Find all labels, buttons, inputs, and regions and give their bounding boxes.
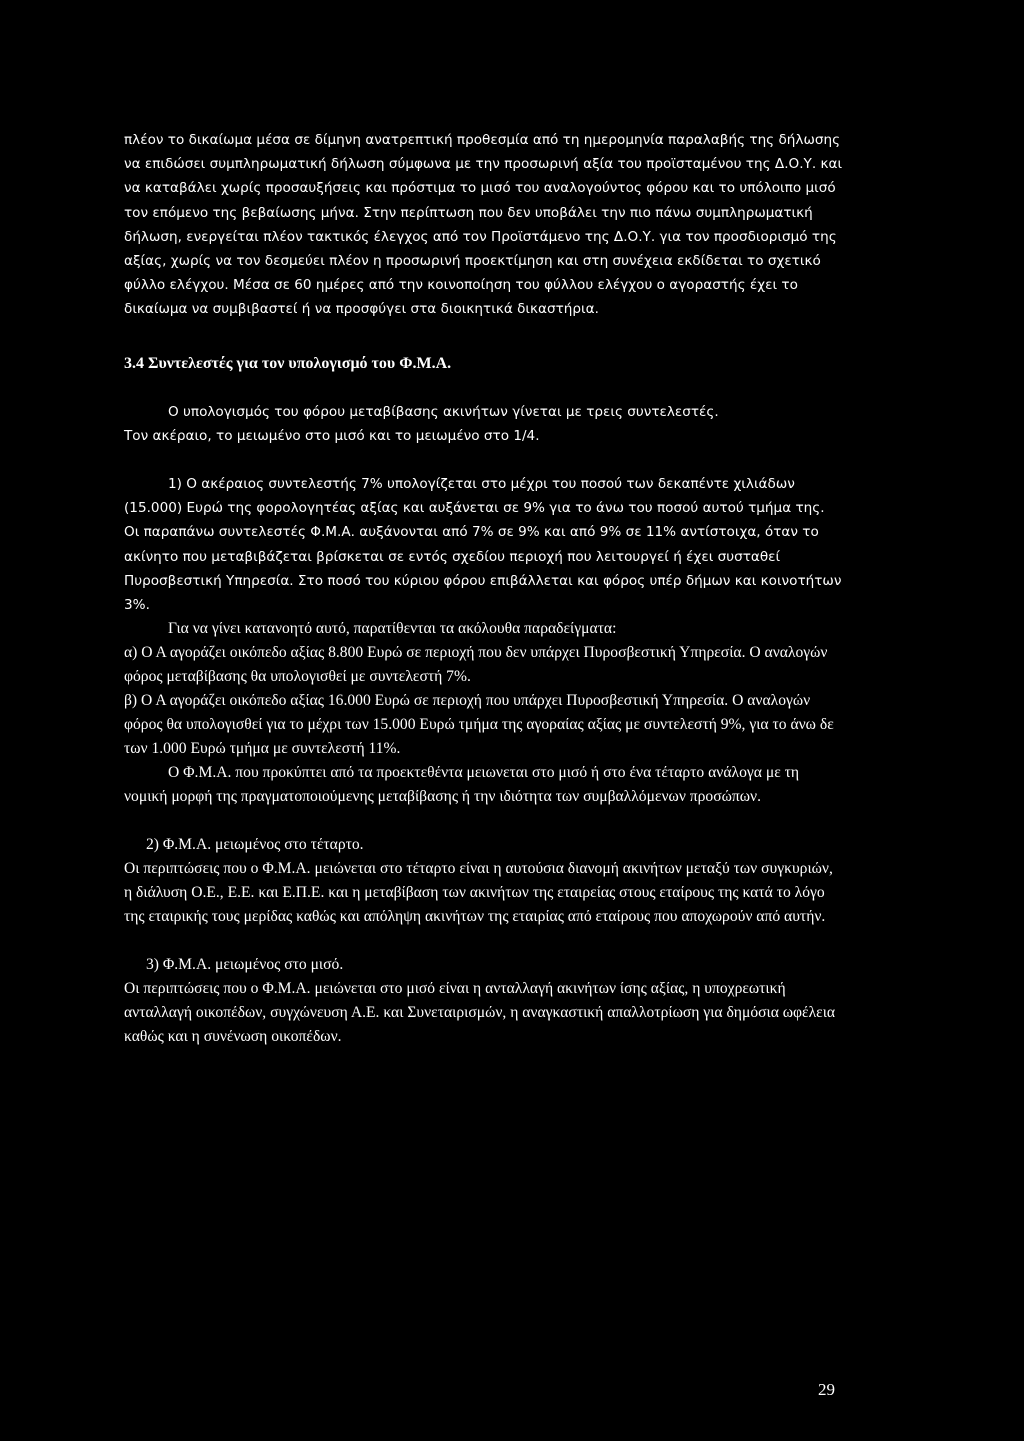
page-number: 29 bbox=[818, 1380, 835, 1399]
example-b: β) Ο Α αγοράζει οικόπεδο αξίας 16.000 Ευρώ σε περιοχή που υπάρχει Πυροσβεστική Υπηρεσία. Ο αναλογών φόρος θα υπολογισθεί για το μέχρι των 15.000 Ευρώ τμήμα της αγοραίας αξίας με συντελεστή 9%, για το άνω δε των 1.000 Ευρώ τμήμα με συντελεστή 11%. bbox=[124, 692, 834, 758]
body-paragraph: πλέον το δικαίωμα μέσα σε δίμηνη ανατρεπτική προθεσμία από τη ημερομηνία παραλαβής της δήλωσης να επιδώσει συμπληρωματική δήλωση σύμφωνα με την προσωρινή αξία του προϊσταμένου της Δ.Ο.Υ. και να καταβάλει χωρίς προσαυξήσεις και πρόστιμα το μισό του αναλογούντος φόρου και το υπόλοιπο μισό τον επόμενο της βεβαίωσης μήνα. Στην περίπτωση που δεν υποβάλει την πιο πάνω συμπληρωματική δήλωση, ενεργείται πλέον τακτικός έλεγχος από τον Προϊστάμενο της Δ.Ο.Υ. για τον προσδιορισμό της αξίας, χωρίς να τον δεσμεύει πλέον η προσωρινή προεκτίμηση και στη συνέχεια εκδίδεται το σχετικό φύλλο ελέγχου. Μέσα σε 60 ημέρες από την κοινοποίηση του φύλλου ελέγχου ο αγοραστής έχει το δικαίωμα να συμβιβαστεί ή να προσφύγει στα διοικητικά δικαστήρια. bbox=[124, 132, 843, 318]
example-a: α) Ο Α αγοράζει οικόπεδο αξίας 8.800 Ευρώ σε περιοχή που δεν υπάρχει Πυροσβεστική Υπηρεσία. Ο αναλογών φόρος μεταβίβασης θα υπολογισθεί με συντελεστή 7%. bbox=[124, 644, 828, 686]
document-page bbox=[124, 128, 844, 1049]
spacer bbox=[124, 809, 844, 833]
list-item-title: 3) Φ.Μ.Α. μειωμένος στο μισό. bbox=[146, 956, 344, 974]
list-item: Οι περιπτώσεις που ο Φ.Μ.Α. μειώνεται στο τέταρτο είναι η αυτούσια διανομή ακινήτων μεταξύ των συγκυριών, η διάλυση Ο.Ε., Ε.Ε. και Ε.Π.Ε. και η μεταβίβαση των ακινήτων της εταιρείας στους εταίρους της κατά το λόγο της εταιρικής τους μερίδας καθώς και απόληψη ακινήτων της εταιρίας από εταίρους που αποχωρούν από αυτήν. bbox=[124, 860, 833, 926]
list-item: 1) Ο ακέραιος συντελεστής 7% υπολογίζεται στο μέχρι του ποσού των δεκαπέντε χιλιάδων (15.000) Ευρώ της φορολογητέας αξίας και αυξάνεται σε 9% για το άνω του ποσού αυτού τμήμα της. Οι παραπάνω συντελεστές Φ.Μ.Α. αυξάνονται από 7% σε 9% και από 9% σε 11% αντίστοιχα, όταν το ακίνητο που μεταβιβάζεται βρίσκεται σε εντός σχεδίου περιοχή που λειτουργεί ή έχει συσταθεί Πυροσβεστική Υπηρεσία. Στο ποσό του κύριου φόρου επιβάλλεται και φόρος υπέρ δήμων και κοινοτήτων 3%. bbox=[124, 476, 842, 614]
intro-line: Τον ακέραιο, το μειωμένο στο μισό και το μειωμένο στο 1/4. bbox=[124, 427, 540, 444]
reduction-note: Ο Φ.Μ.Α. που προκύπτει από τα προεκτεθέντα μειωνεται στο μισό ή στο ένα τέταρτο ανάλογα με τη νομική μορφή της πραγματοποιούμενης μεταβίβασης ή την ιδιότητα των συμβαλλόμενων προσώπων. bbox=[124, 764, 800, 806]
list-item-title: 2) Φ.Μ.Α. μειωμένος στο τέταρτο. bbox=[146, 836, 364, 854]
spacer bbox=[124, 929, 844, 953]
section-heading: 3.4 Συντελεστές για τον υπολογισμό του Φ.Μ.Α. bbox=[124, 354, 452, 372]
intro-line: Ο υπολογισμός του φόρου μεταβίβασης ακινήτων γίνεται με τρεις συντελεστές. bbox=[168, 403, 719, 420]
examples-intro: Για να γίνει κατανοητό αυτό, παρατίθενται τα ακόλουθα παραδείγματα: bbox=[168, 620, 617, 638]
list-item: Οι περιπτώσεις που ο Φ.Μ.Α. μειώνεται στο μισό είναι η ανταλλαγή ακινήτων ίσης αξίας, η υποχρεωτική ανταλλαγή οικοπέδων, συγχώνευση Α.Ε. και Συνεταιρισμών, η αναγκαστική απαλλοτρίωση για δημόσια ωφέλεια καθώς και η συνένωση οικοπέδων. bbox=[124, 980, 836, 1046]
